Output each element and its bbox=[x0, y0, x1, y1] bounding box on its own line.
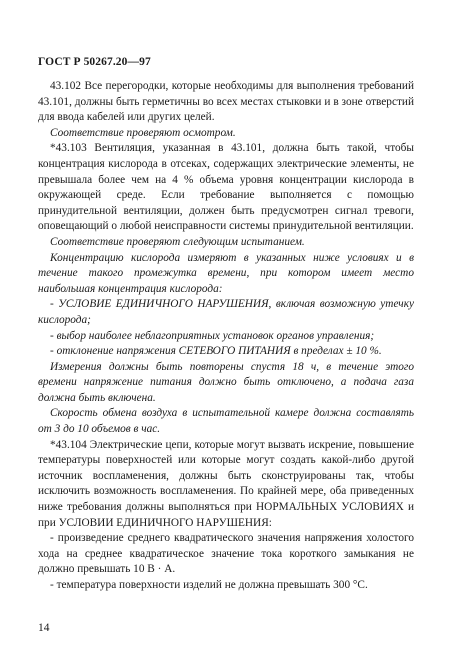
page-number: 14 bbox=[38, 622, 50, 634]
list-item-controls: - выбор наиболее неблагоприятных установок органов управления; bbox=[50, 329, 375, 342]
paragraph-compliance-inspection: Соответствие проверяют осмотром. bbox=[50, 126, 236, 139]
list-item-single-fault: - УСЛОВИЕ ЕДИНИЧНОГО НАРУШЕНИЯ, включая возможную утечку кислорода; bbox=[38, 298, 414, 326]
paragraph-oxygen-measurement: Концентрацию кислорода измеряют в указанных ниже условиях и в течение такого промежутка времени, при котором имеет место наибольшая концентрация кислорода: bbox=[38, 251, 414, 295]
paragraph-43-104: *43.104 Электрические цепи, которые могут вызвать искрение, повышение температуры поверхностей или которые могут создать какой-либо другой источник воспламенения, должны быть сконструированы так, чтобы исключить возможность воспламенения. По крайней мере, оба приведенных ниже требования должны выполняться при НОРМАЛЬНЫХ УСЛОВИЯХ и при УСЛОВИИ ЕДИНИЧНОГО НАРУШЕНИЯ: bbox=[38, 438, 414, 529]
paragraph-compliance-test: Соответствие проверяют следующим испытанием. bbox=[50, 235, 305, 248]
paragraph-43-103: *43.103 Вентиляция, указанная в 43.101, должна быть такой, чтобы концентрация кислорода в отсеках, содержащих электрические элементы, не превышала более чем на 4 % объема уровня концентрации кислорода в окружающей среде. Если требование выполняется с помощью принудительной вентиляции, должен быть предусмотрен сигнал тревоги, оповещающий о любой неисправности системы принудительной вентиляции. bbox=[38, 142, 414, 233]
list-item-mains-voltage: - отклонение напряжения СЕТЕВОГО ПИТАНИЯ в пределах ± 10 %. bbox=[50, 345, 382, 358]
paragraph-repeat-measurements: Измерения должны быть повторены спустя 18 ч, в течение этого времени напряжение питания должно быть отключено, а подача газа должна быть включена. bbox=[38, 360, 414, 404]
document-body bbox=[38, 79, 414, 594]
list-item-voltage-current: - произведение среднего квадратического значения напряжения холостого хода на среднее квадратическое значение тока короткого замыкания не должно превышать 10 В · А. bbox=[38, 532, 414, 576]
list-item-surface-temperature: - температура поверхности изделий не должна превышать 300 °С. bbox=[50, 579, 368, 591]
paragraph-43-102: 43.102 Все перегородки, которые необходимы для выполнения требований 43.101, должны быть герметичны во всех местах стыковки и в зоне отверстий для ввода кабелей или других целей. bbox=[38, 80, 414, 124]
document-header: ГОСТ Р 50267.20—97 bbox=[38, 56, 151, 68]
paragraph-air-exchange: Скорость обмена воздуха в испытательной камере должна составлять от 3 до 10 объемов в час. bbox=[38, 407, 414, 436]
